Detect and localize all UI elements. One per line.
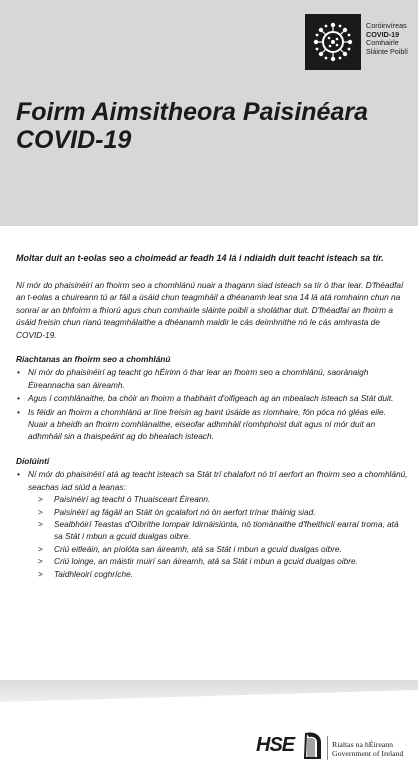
requirements-list xyxy=(16,366,408,442)
list-item: • Is féidir an fhoirm a chomhlánú ar líne freisin ag baint úsáide as ríomhaire, fón póca nó gléas eile. Nuair a bheidh an fhoirm comhlánaithe, eiseofar adhmháil ríomhphoist duit agus ní mór duit an adhmháil sin a thaispeáint ag do bhealach isteach. xyxy=(16,406,408,443)
footer-band-cut xyxy=(0,690,418,702)
list-item: • Agus í comhlánaithe, ba chóir an fhoirm a thabhairt d'oifigeach ag an mbealach isteach sa Stát duit. xyxy=(16,392,408,404)
logo-line-2: COVID-19 xyxy=(366,29,400,39)
exemptions-list xyxy=(16,468,408,580)
list-item: > Paisinéirí ag fágáil an Stáit ón gcalafort nó ón aerfort trínar tháinig siad. xyxy=(28,506,408,518)
list-item xyxy=(16,468,408,580)
covid-virus-logo xyxy=(305,14,361,70)
document-body xyxy=(16,236,408,592)
virus-icon xyxy=(305,14,361,70)
title-line-2: COVID-19 xyxy=(16,126,132,154)
lead-statement: Moltar duit an t-eolas seo a choimeád ar feadh 14 lá i ndiaidh duit teacht isteach sa tír. xyxy=(16,253,384,263)
list-item: > Paisinéirí ag teacht ó Thuaisceart Éireann. xyxy=(28,493,408,505)
covid-logo-text xyxy=(366,22,418,56)
list-item: > Criú loinge, an máistir muirí san áireamh, atá sa Stát i mbun a gcuid dualgas oibre. xyxy=(28,555,408,567)
gov-line-1: Rialtas na hÉireann xyxy=(332,740,394,749)
list-item: > Criú eitleáin, an píolóta san áireamh, atá sa Stát i mbun a gcuid dualgas oibre. xyxy=(28,543,408,555)
requirements-heading: Riachtanas an fhoirm seo a chomhlánú xyxy=(16,354,171,365)
header-banner xyxy=(0,0,418,226)
logo-line-3: Comhairle xyxy=(366,38,399,48)
exemptions-intro: Ní mór do phaisinéirí atá ag teacht isteach sa Stát trí chalafort nó trí aerfort an fhoirm seo a chomhlánú, seachas iad siúd a leanas: xyxy=(28,469,408,492)
exemptions-sublist xyxy=(28,493,408,580)
logo-line-4: Sláinte Poiblí xyxy=(366,46,408,56)
government-logo-text xyxy=(332,740,403,759)
footer-divider xyxy=(327,736,328,760)
hse-logo: HSE xyxy=(256,734,295,756)
intro-paragraph: Ní mór do phaisinéirí an fhoirm seo a chomhlánú nuair a thagann siad isteach sa tír ó thar lear. D'fhéadfaí an t-eolas a chuireann tú ar fáil a úsáid chun teagmháil a dhéanamh leat sna 14 lá atá romhainn chun na sonraí ar an bhfoirm a fhíorú agus chun comhairle sláinte poiblí a sholáthar duit. D'fhéadfaí an fhoirm a úsáid freisin chun rianú teagmhálaithe a dhéanamh maidir le cás deimhnithe nó le cás amhrasta de COVID-19. xyxy=(16,280,404,340)
title-line-1: Foirm Aimsitheora Paisinéara xyxy=(16,98,368,126)
list-item: • Ní mór do phaisinéirí ag teacht go hÉirinn ó thar lear an fhoirm seo a chomhlánú, saoránaigh Éireannacha san áireamh. xyxy=(16,366,408,391)
exemptions-heading: Díolúintí xyxy=(16,455,50,466)
gov-line-2: Government of Ireland xyxy=(332,749,404,759)
list-item: > Sealbhóirí Teastas d'Oibrithe Iompair Idirnáisiúnta, nó tiománaithe d'fheithiclí earraí troma, atá sa Stát i mbun a gcuid dualgas oibre. xyxy=(28,518,408,543)
list-item: > Taidhleoirí coghríche. xyxy=(28,568,408,580)
logo-line-1: Coróinvíreas xyxy=(366,21,407,30)
page-title xyxy=(16,98,396,154)
harp-icon xyxy=(301,730,325,762)
